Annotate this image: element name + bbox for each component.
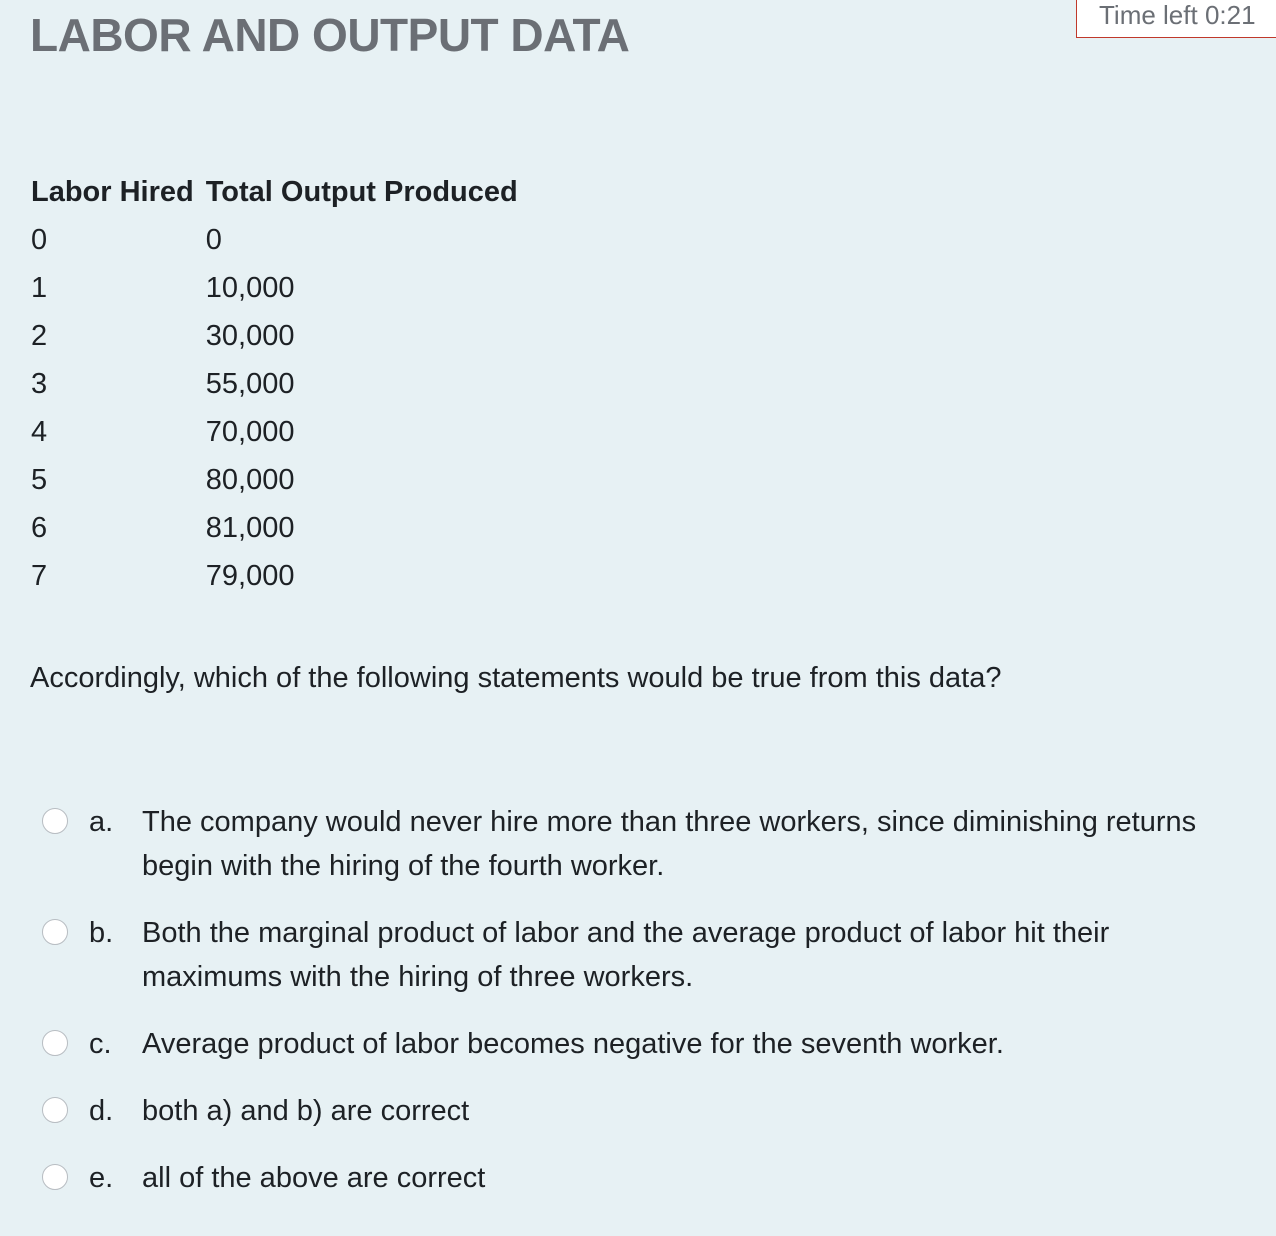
table-row (25, 552, 524, 600)
radio-button-a[interactable] (42, 808, 68, 834)
option-b[interactable] (42, 911, 1272, 999)
labor-cell: 6 (31, 511, 48, 544)
answer-options (42, 800, 1272, 1223)
labor-output-table (25, 168, 524, 600)
column-header-labor: Labor Hired (31, 175, 194, 208)
labor-cell: 5 (31, 463, 48, 496)
output-cell: 81,000 (205, 511, 295, 544)
option-letter: a. (89, 806, 114, 838)
output-cell: 79,000 (205, 559, 295, 592)
labor-cell: 7 (31, 559, 48, 592)
option-letter: b. (89, 917, 114, 949)
option-letter: e. (89, 1162, 114, 1194)
option-a[interactable] (42, 800, 1272, 888)
radio-button-e[interactable] (42, 1164, 68, 1190)
option-text[interactable]: Both the marginal product of labor and the average product of labor hit their maximums with the hiring of three workers. (142, 917, 1110, 993)
option-e[interactable] (42, 1156, 1272, 1200)
option-letter: d. (89, 1095, 114, 1127)
output-cell: 30,000 (205, 319, 295, 352)
table-row (25, 312, 524, 360)
table-row (25, 264, 524, 312)
table-row (25, 360, 524, 408)
table-row (25, 504, 524, 552)
option-letter: c. (89, 1028, 112, 1060)
radio-button-b[interactable] (42, 919, 68, 945)
labor-cell: 2 (31, 319, 48, 352)
labor-cell: 1 (31, 271, 48, 304)
labor-cell: 4 (31, 415, 48, 448)
output-cell: 80,000 (205, 463, 295, 496)
option-c[interactable] (42, 1022, 1272, 1066)
timer-text: Time left 0:21 (1099, 0, 1256, 30)
output-cell: 0 (205, 223, 222, 256)
radio-button-c[interactable] (42, 1030, 68, 1056)
table-row (25, 216, 524, 264)
option-text[interactable]: all of the above are correct (142, 1162, 486, 1194)
table-row (25, 408, 524, 456)
output-cell: 10,000 (205, 271, 295, 304)
timer-box (1076, 0, 1276, 38)
option-text[interactable]: Average product of labor becomes negative for the seventh worker. (142, 1028, 1004, 1060)
option-d[interactable] (42, 1089, 1272, 1133)
column-header-output: Total Output Produced (205, 175, 518, 208)
output-cell: 55,000 (205, 367, 295, 400)
option-text[interactable]: both a) and b) are correct (142, 1095, 470, 1127)
radio-button-d[interactable] (42, 1097, 68, 1123)
page-title: LABOR AND OUTPUT DATA (30, 9, 630, 61)
option-text[interactable]: The company would never hire more than three workers, since diminishing returns begin with the hiring of the fourth worker. (142, 806, 1197, 882)
table-row (25, 456, 524, 504)
labor-cell: 3 (31, 367, 48, 400)
table-header-row (25, 168, 524, 216)
labor-cell: 0 (31, 223, 48, 256)
question-text: Accordingly, which of the following statements would be true from this data? (30, 662, 1002, 694)
output-cell: 70,000 (205, 415, 295, 448)
